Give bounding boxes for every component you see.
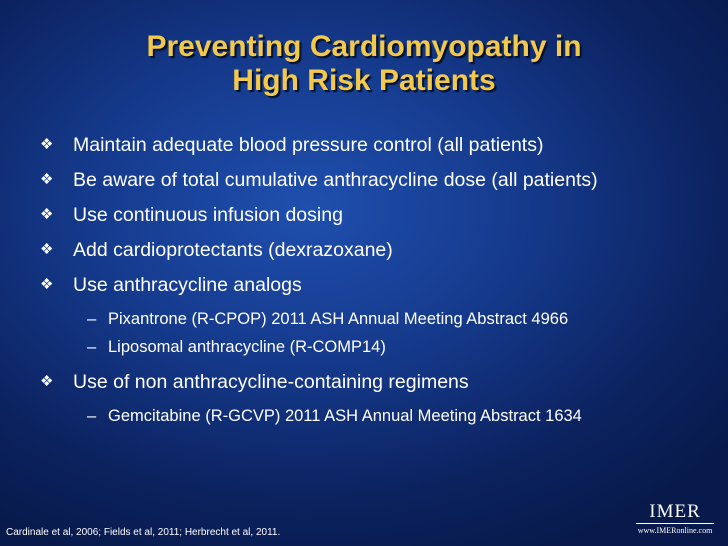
logo-text: IMER bbox=[649, 501, 701, 522]
dash-bullet-icon: – bbox=[87, 407, 97, 425]
sub-bullet-item bbox=[40, 308, 700, 330]
logo-divider bbox=[636, 523, 714, 524]
bullet-item bbox=[40, 133, 700, 157]
bullet-text: Use of non anthracycline-containing regimens bbox=[73, 371, 469, 393]
diamond-bullet-icon: ❖ bbox=[40, 276, 54, 293]
sub-bullet-text: Liposomal anthracycline (R-COMP14) bbox=[108, 338, 386, 356]
diamond-bullet-icon: ❖ bbox=[40, 206, 54, 223]
bullet-item bbox=[40, 168, 700, 192]
diamond-bullet-icon: ❖ bbox=[40, 373, 54, 390]
diamond-bullet-icon: ❖ bbox=[40, 136, 54, 153]
title-line-1: Preventing Cardiomyopathy in bbox=[146, 30, 582, 63]
slide-title bbox=[0, 30, 728, 98]
bullet-item bbox=[40, 238, 700, 262]
bullet-list bbox=[40, 133, 700, 433]
dash-bullet-icon: – bbox=[87, 338, 97, 356]
imer-logo bbox=[630, 502, 720, 536]
diamond-bullet-icon: ❖ bbox=[40, 241, 54, 258]
footer-citation: Cardinale et al, 2006; Fields et al, 2011; Herbrecht et al, 2011. bbox=[6, 527, 281, 538]
bullet-item bbox=[40, 273, 700, 297]
diamond-bullet-icon: ❖ bbox=[40, 171, 54, 188]
bullet-text: Use continuous infusion dosing bbox=[73, 204, 343, 226]
bullet-text: Maintain adequate blood pressure control (all patients) bbox=[73, 134, 544, 156]
logo-url: www.IMERonline.com bbox=[637, 526, 713, 535]
title-line-2: High Risk Patients bbox=[232, 64, 496, 97]
bullet-text: Use anthracycline analogs bbox=[73, 274, 302, 296]
sub-bullet-item bbox=[40, 405, 700, 427]
bullet-text: Be aware of total cumulative anthracycline dose (all patients) bbox=[73, 169, 598, 191]
bullet-item bbox=[40, 370, 700, 394]
sub-bullet-item bbox=[40, 336, 700, 358]
bullet-text: Add cardioprotectants (dexrazoxane) bbox=[73, 239, 393, 261]
bullet-item bbox=[40, 203, 700, 227]
sub-bullet-text: Pixantrone (R-CPOP) 2011 ASH Annual Meeting Abstract 4966 bbox=[108, 310, 569, 328]
sub-bullet-text: Gemcitabine (R-GCVP) 2011 ASH Annual Meeting Abstract 1634 bbox=[108, 407, 582, 425]
dash-bullet-icon: – bbox=[87, 310, 97, 328]
